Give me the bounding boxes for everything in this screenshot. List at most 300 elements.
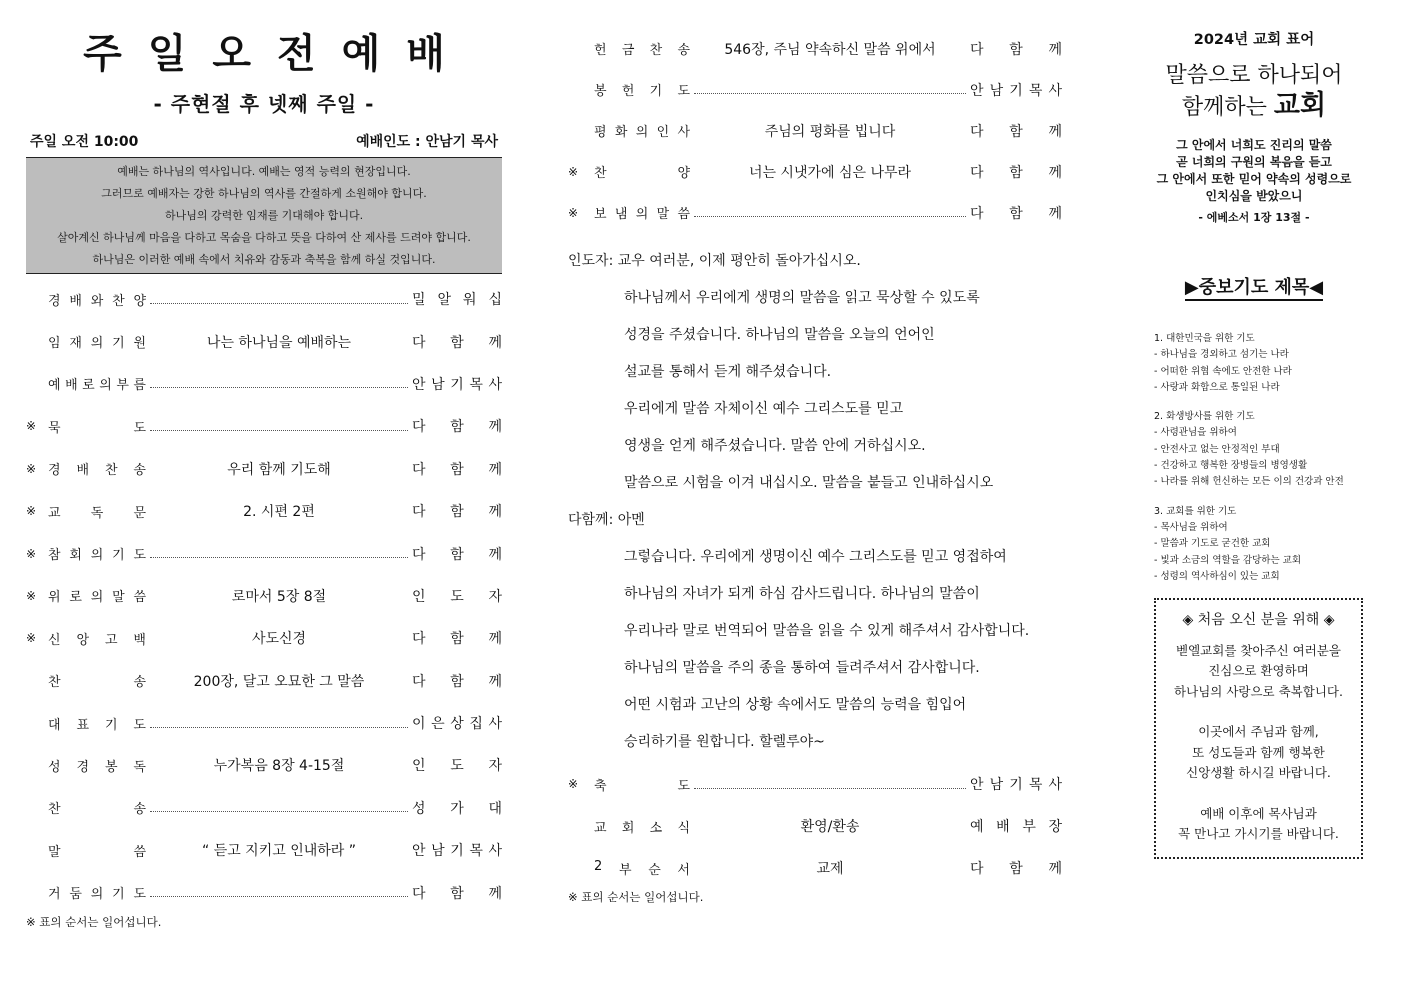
order-item-name-char: 인 (656, 125, 670, 140)
standing-note: ※ 표의 순서는 일어섭니다. (568, 890, 704, 904)
order-item-name-char: 표 (76, 717, 90, 733)
order-item-name (48, 671, 146, 690)
intro-line: 예배는 하나님의 역사입니다. 예배는 영적 능력의 현장입니다. (117, 165, 411, 178)
order-item-name-char: 기 (112, 887, 125, 903)
order-item-name-char: 송 (677, 43, 690, 58)
standing-note: ※ 표의 순서는 일어섭니다. (26, 914, 162, 929)
order-item-person-char: 남 (431, 376, 445, 393)
order-item-person-char: 다 (970, 164, 984, 181)
order-item-person-char: 남 (431, 843, 445, 860)
order-item-name-char: 배 (65, 378, 78, 394)
order-row (568, 763, 1062, 805)
order-item-person-char: 함 (450, 461, 464, 478)
dotted-leader (150, 303, 408, 304)
order-item-person-char: 다 (412, 461, 426, 478)
order-item-person-char: 께 (488, 334, 502, 351)
order-item-name-char: 순 (648, 862, 661, 878)
order-item-person-char: 께 (1048, 41, 1062, 58)
order-item-person-char: 인 (412, 588, 426, 605)
order-row (568, 151, 1062, 192)
order-item-name-char: 도 (133, 548, 146, 564)
order-item-name-char: 원 (133, 336, 146, 352)
order-item-name-char: 독 (133, 759, 146, 775)
standing-mark: ※ (568, 777, 579, 791)
order-item-name (594, 121, 690, 140)
order-item-name-char: 금 (621, 43, 635, 58)
order-item-person (412, 628, 502, 648)
motto-label: 2024년 교회 표어 (1193, 32, 1315, 48)
order-item-name (594, 39, 690, 58)
order-item-person (970, 80, 1062, 100)
motto-emphasis: 교회 (1273, 90, 1327, 121)
order-item-person-char: 함 (450, 631, 464, 648)
order-item-person-char: 함 (450, 504, 464, 521)
order-item-name-char: 고 (104, 632, 118, 648)
order-item-name-char: 봉 (104, 759, 118, 775)
order-item-name-char: 도 (677, 84, 690, 99)
spacer (1156, 702, 1361, 722)
order-item-name-char: 축 (594, 778, 607, 794)
order-item-person-char: 다 (412, 631, 426, 648)
welcome-line: 하나님의 사랑으로 축복합니다. (1174, 683, 1343, 699)
order-item-person (970, 121, 1062, 141)
order-item-name-char: 냄 (614, 207, 628, 222)
prayer-group-head: 3. 교회를 위한 기도 (1154, 505, 1237, 517)
order-row (26, 575, 502, 617)
order-item-person-char: 다 (970, 205, 984, 222)
order-item-name-char: 헌 (594, 43, 607, 58)
order-item-name (594, 162, 690, 181)
order-item-detail: “ 듣고 지키고 인내하라 ” (201, 843, 357, 860)
order-item-name (48, 798, 146, 817)
order-item-detail: 사도신경 (251, 631, 307, 648)
order-item-person-char: 남 (989, 82, 1004, 99)
order-item-person-char: 함 (1009, 123, 1023, 140)
order-item-person-char: 부 (1022, 819, 1036, 835)
order-item-person (412, 713, 502, 733)
prayer-item: - 말씀과 기도로 굳건한 교회 (1154, 538, 1271, 550)
prayer-group (1154, 504, 1370, 585)
order-item-person (412, 416, 502, 436)
order-item-person (970, 774, 1062, 794)
intro-line: 하나님은 이러한 예배 속에서 치유와 감동과 축복을 함께 하실 것입니다. (92, 253, 436, 266)
order-row (26, 448, 502, 490)
order-item-person (412, 544, 502, 564)
order-item-person-char: 워 (462, 292, 477, 309)
order-item-person-char: 목 (1028, 777, 1043, 793)
intro-line: 살아계신 하나님께 마음을 다하고 목숨을 다하고 뜻을 다하여 산 제사를 드려야 합니다. (57, 231, 471, 244)
prayer-item: - 나라를 위해 헌신하는 모든 이의 건강과 안전 (1154, 476, 1344, 488)
all-line: 하나님의 자녀가 되게 하심 감사드립니다. 하나님의 말씀이 (624, 586, 980, 602)
order-row (26, 829, 502, 871)
all-line: 그렇습니다. 우리에게 생명이신 예수 그리스도를 믿고 영접하여 (624, 549, 1007, 565)
standing-mark: ※ (26, 546, 37, 561)
order-item-name (48, 586, 146, 605)
verse-reference: - 에베소서 1장 13절 - (1198, 211, 1310, 224)
order-item-name-char: 참 (48, 548, 61, 564)
dotted-leader (150, 727, 408, 728)
right-panel (1138, 28, 1370, 859)
order-item-name-char: 의 (635, 207, 649, 222)
order-row (26, 363, 502, 405)
leader-line: 하나님께서 우리에게 생명의 말씀을 읽고 묵상할 수 있도록 (624, 290, 980, 306)
leader-label: 인도자: (568, 253, 614, 269)
order-item-detail: 주님의 평화를 빕니다 (764, 123, 896, 140)
order-item-person-char: 함 (450, 419, 464, 436)
prayer-item: - 빛과 소금의 역할을 감당하는 교회 (1154, 554, 1302, 566)
order-item-name (48, 417, 146, 436)
dotted-leader (694, 788, 966, 789)
standing-mark: ※ (26, 588, 37, 603)
dotted-leader (694, 216, 966, 217)
order-row (568, 805, 1062, 847)
standing-mark: ※ (26, 504, 37, 519)
order-item-person-char: 자 (488, 588, 502, 605)
order-item-name-char: 교 (594, 820, 607, 836)
order-item-name-char: 성 (48, 759, 61, 775)
order-item-name-char: 의 (90, 336, 104, 352)
order-item-name-char: 경 (48, 293, 61, 309)
order-item-person-char: 다 (970, 123, 984, 140)
order-item-name-char: 2 (594, 858, 603, 874)
order-item-detail: 로마서 5장 8절 (231, 588, 327, 605)
order-item-detail: 546장, 주님 약속하신 말씀 위에서 (724, 41, 936, 58)
prayer-item: - 사랑과 화합으로 통일된 나라 (1154, 381, 1280, 393)
standing-mark: ※ (26, 631, 37, 646)
order-item-person-char: 사 (488, 376, 502, 393)
order-item-name-char: 회 (69, 548, 82, 564)
order-item-name-char: 양 (677, 166, 690, 181)
order-item-person-char: 다 (412, 673, 426, 690)
order-item-name-char: 부 (618, 862, 632, 878)
order-item-name-char: 교 (48, 505, 61, 521)
intro-box (26, 157, 502, 274)
order-item-detail: 누가복음 8장 4-15절 (213, 758, 345, 775)
welcome-box (1154, 598, 1363, 859)
order-item-person-char: 기 (450, 376, 464, 393)
order-item-name (48, 883, 146, 902)
order-item-name (48, 374, 146, 393)
left-panel (26, 28, 502, 930)
leader-line: 교우 여러분, 이제 평안히 돌아가십시오. (617, 253, 861, 269)
order-item-person-char: 사 (488, 843, 502, 860)
order-item-person-char: 께 (1048, 164, 1062, 181)
order-item-name-char: 독 (90, 505, 104, 521)
order-list-left (26, 278, 502, 914)
order-item-name-char: 찬 (112, 293, 125, 309)
order-item-person-char: 목 (469, 843, 483, 860)
order-item-person (412, 501, 502, 521)
order-item-person-char: 함 (1009, 41, 1023, 58)
order-item-name (48, 841, 146, 860)
prayer-groups (1138, 331, 1370, 585)
order-item-person (412, 671, 502, 691)
all-block (568, 502, 1062, 539)
prayer-item: - 어떠한 위협 속에도 안전한 나라 (1154, 365, 1292, 377)
all-line: 우리나라 말로 번역되어 말씀을 읽을 수 있게 해주셔서 감사합니다. (624, 623, 1030, 639)
order-item-name-char: 말 (656, 207, 670, 222)
motto-line: 말씀으로 하나되어 (1165, 63, 1343, 88)
order-item-name (594, 817, 690, 836)
order-item-name-char: 도 (133, 420, 146, 436)
order-item-name-char: 헌 (621, 84, 635, 99)
order-item-name-char: 배 (76, 463, 90, 479)
order-item-person-char: 안 (412, 376, 426, 393)
welcome-title: ◈ 처음 오신 분을 위해 ◈ (1182, 612, 1335, 629)
standing-mark: ※ (26, 419, 37, 434)
order-item-name-char: 로 (82, 378, 95, 394)
order-item-person-char: 께 (488, 504, 502, 521)
order-item-person-char: 밀 (412, 292, 426, 309)
order-row (568, 847, 1062, 889)
order-item-person-char: 집 (469, 716, 483, 733)
order-item-name (594, 775, 690, 794)
order-item-name-char: 기 (104, 717, 118, 733)
order-row (26, 532, 502, 574)
prayer-title-text: ▶중보기도 제목◀ (1185, 277, 1323, 301)
order-item-person-char: 다 (412, 504, 426, 521)
order-item-person-char: 께 (1048, 861, 1062, 877)
order-item-person (970, 816, 1062, 836)
order-item-name-char: 찬 (48, 802, 61, 818)
leader-line: 영생을 얻게 해주셨습니다. 말씀 안에 거하십시오. (624, 438, 926, 454)
order-item-person (970, 162, 1062, 182)
order-item-person-char: 이 (412, 716, 426, 733)
prayer-group-head: 2. 화생방사를 위한 기도 (1154, 411, 1255, 423)
order-item-name-char: 소 (649, 820, 663, 836)
order-item-name-char: 양 (133, 293, 146, 309)
order-item-person (412, 289, 502, 309)
order-item-name (48, 332, 146, 351)
order-item-name-char: 의 (635, 125, 649, 140)
order-item-name-char: 송 (133, 802, 146, 818)
order-item-person-char: 상 (450, 716, 464, 733)
order-row (26, 490, 502, 532)
standing-mark: ※ (568, 205, 579, 220)
order-item-detail: 우리 함께 기도해 (227, 461, 331, 478)
intro-line: 그러므로 예배자는 강한 하나님의 역사를 간절하게 소원해야 합니다. (101, 187, 427, 200)
order-item-name-char: 씀 (133, 590, 146, 606)
order-item-person-char: 목 (1028, 82, 1043, 99)
prayer-item: - 안전사고 없는 안정적인 부대 (1154, 443, 1280, 455)
order-item-person-char: 사 (488, 716, 502, 733)
order-item-person-char: 다 (970, 41, 984, 58)
church-motto (1138, 61, 1370, 123)
order-item-person-char: 예 (970, 819, 984, 835)
order-item-name-char: 둠 (69, 887, 82, 903)
benediction-dialogue (568, 243, 1062, 761)
dotted-leader (150, 430, 408, 431)
standing-mark: ※ (568, 164, 579, 179)
order-item-name-char: 평 (594, 125, 607, 140)
order-item-name (48, 502, 146, 521)
motto-prefix: 함께하는 (1181, 95, 1267, 120)
order-item-name-char: 찬 (104, 463, 118, 479)
order-item-person-char: 다 (970, 861, 984, 877)
order-item-person-char: 목 (469, 376, 483, 393)
service-title: 주일오전예배 (83, 31, 471, 77)
order-item-name-char: 씀 (133, 844, 146, 860)
order-item-name-char: 서 (677, 862, 690, 878)
prayer-item: - 사령관님을 위하여 (1154, 427, 1237, 439)
welcome-line: 예배 이후에 목사님과 (1200, 805, 1317, 821)
order-item-name (48, 459, 146, 478)
order-item-name-char: 로 (69, 590, 82, 606)
order-row (26, 787, 502, 829)
order-item-person (412, 883, 502, 903)
order-item-person-char: 배 (996, 819, 1010, 835)
welcome-line: 신앙생활 하시길 바랍니다. (1186, 765, 1331, 781)
order-item-person-char: 께 (488, 631, 502, 648)
order-item-name-char: 재 (69, 336, 82, 352)
order-item-name-char: 기 (112, 336, 125, 352)
all-label: 다함께: (568, 512, 614, 528)
leader-line: 말씀으로 시험을 이겨 내십시오. 말씀을 붙들고 인내하십시오 (624, 475, 994, 491)
order-item-person-char: 대 (488, 800, 502, 817)
intro-line: 하나님의 강력한 임재를 기대해야 합니다. (164, 209, 364, 222)
order-row (568, 69, 1062, 110)
order-item-name-char: 임 (48, 336, 61, 352)
order-item-name-char: 식 (677, 820, 690, 836)
dotted-leader (150, 387, 408, 388)
order-item-person-char: 은 (431, 716, 445, 733)
all-line: 하나님의 말씀을 주의 종을 통하여 들려주셔서 감사합니다. (624, 660, 980, 676)
order-item-name (48, 756, 146, 775)
order-item-person-char: 함 (1009, 205, 1023, 222)
order-item-name-char: 화 (614, 125, 628, 140)
leader-line: 설교를 통해서 듣게 해주셨습니다. (624, 364, 832, 380)
order-item-name-char: 의 (99, 378, 112, 394)
order-item-detail: 2. 시편 2편 (243, 504, 315, 521)
order-item-name-char: 봉 (594, 84, 607, 99)
order-item-name-char: 부 (116, 378, 129, 394)
order-item-name-char: 와 (90, 293, 104, 309)
leader-block (568, 243, 1062, 280)
order-item-detail: 200장, 달고 오묘한 그 말씀 (193, 673, 365, 690)
order-item-person-char: 함 (450, 673, 464, 690)
order-row (568, 192, 1062, 233)
order-item-name-char: 송 (133, 675, 146, 691)
dotted-leader (150, 811, 408, 812)
order-item-person-char: 다 (412, 546, 426, 563)
bible-verse (1138, 137, 1370, 205)
order-item-person-char: 기 (1009, 777, 1023, 793)
prayer-group (1154, 409, 1370, 490)
order-item-person-char: 안 (970, 82, 984, 99)
order-item-name-char: 의 (90, 548, 104, 564)
welcome-line: 이곳에서 주님과 함께, (1198, 724, 1319, 740)
order-item-name-char: 기 (649, 84, 663, 99)
verse-line: 그 안에서 너희도 진리의 말씀 (1176, 138, 1332, 152)
all-line: 아멘 (617, 512, 645, 528)
order-item-name-char: 말 (48, 844, 61, 860)
order-item-name (594, 203, 690, 222)
order-item-person (412, 332, 502, 352)
welcome-line: 또 성도들과 함께 행복한 (1192, 744, 1325, 760)
order-item-person-char: 함 (1009, 861, 1023, 877)
dotted-leader (150, 557, 408, 558)
order-item-name-char: 보 (594, 207, 607, 222)
service-time: 주일 오전 10:00 (30, 134, 139, 150)
order-item-person-char: 도 (450, 588, 464, 605)
order-item-person (412, 798, 502, 818)
service-subtitle: - 주현절 후 넷째 주일 - (153, 92, 375, 116)
prayer-group-head: 1. 대한민국을 위한 기도 (1154, 333, 1255, 344)
order-row (568, 28, 1062, 69)
prayer-item: - 성령의 역사하심이 있는 교회 (1154, 570, 1280, 582)
order-item-name (48, 714, 146, 733)
order-item-detail: 교제 (816, 861, 844, 877)
order-item-name-char: 배 (69, 293, 82, 309)
order-item-person-char: 성 (412, 800, 426, 817)
order-row (568, 110, 1062, 151)
order-item-person-char: 남 (989, 777, 1004, 793)
order-item-person-char: 께 (488, 546, 502, 563)
order-item-name-char: 신 (48, 632, 61, 648)
order-item-person-char: 인 (412, 758, 426, 775)
prayer-group (1154, 331, 1370, 396)
order-item-person-char: 다 (412, 334, 426, 351)
order-item-person-char: 안 (970, 777, 984, 793)
order-item-person-char: 자 (488, 758, 502, 775)
order-item-person-char: 함 (1009, 164, 1023, 181)
order-item-name-char: 도 (133, 887, 146, 903)
order-item-name-char: 거 (48, 887, 61, 903)
order-item-person-char: 십 (488, 292, 502, 309)
motto-line (1138, 91, 1370, 123)
order-item-person-char: 도 (450, 758, 464, 775)
order-item-person-char: 기 (450, 843, 464, 860)
order-item-name-char: 의 (90, 590, 104, 606)
order-item-name-char: 찬 (48, 675, 61, 691)
order-item-person (412, 374, 502, 394)
order-item-person-char: 께 (488, 419, 502, 436)
all-line: 승리하기를 원합니다. 할렐루야~ (624, 734, 825, 750)
order-item-name-char: 예 (48, 378, 61, 394)
order-item-person-char: 함 (450, 546, 464, 563)
standing-mark: ※ (26, 461, 37, 476)
order-item-name-char: 찬 (594, 166, 607, 181)
verse-line: 인치심을 받았으니 (1205, 189, 1303, 203)
order-item-name-char: 송 (133, 463, 146, 479)
order-item-name-char: 묵 (48, 420, 61, 436)
order-item-person-char: 함 (450, 885, 464, 902)
order-item-name-char: 말 (112, 590, 125, 606)
order-item-person (412, 840, 502, 860)
dotted-leader (694, 93, 966, 94)
order-item-person (970, 203, 1062, 223)
order-item-person-char: 함 (450, 334, 464, 351)
order-item-name (48, 290, 146, 309)
order-item-person-char: 께 (1048, 123, 1062, 140)
service-info (26, 131, 502, 151)
order-item-detail: 너는 시냇가에 심은 나무라 (748, 164, 912, 181)
order-item-person-char: 다 (412, 885, 426, 902)
order-item-name-char: 름 (133, 378, 146, 394)
order-item-person (970, 858, 1062, 878)
order-item-person-char: 께 (488, 885, 502, 902)
order-item-name-char: 위 (48, 590, 61, 606)
order-item-name-char: 씀 (677, 207, 690, 222)
prayer-item: - 목사님을 위하여 (1154, 521, 1228, 533)
verse-line: 그 안에서 또한 믿어 약속의 성령으로 (1156, 172, 1352, 186)
order-item-person (970, 39, 1062, 59)
order-item-name-char: 의 (90, 887, 104, 903)
order-item-name-char: 회 (621, 820, 635, 836)
order-item-name-char: 경 (76, 759, 90, 775)
order-item-name-char: 경 (48, 463, 61, 479)
order-row (26, 702, 502, 744)
